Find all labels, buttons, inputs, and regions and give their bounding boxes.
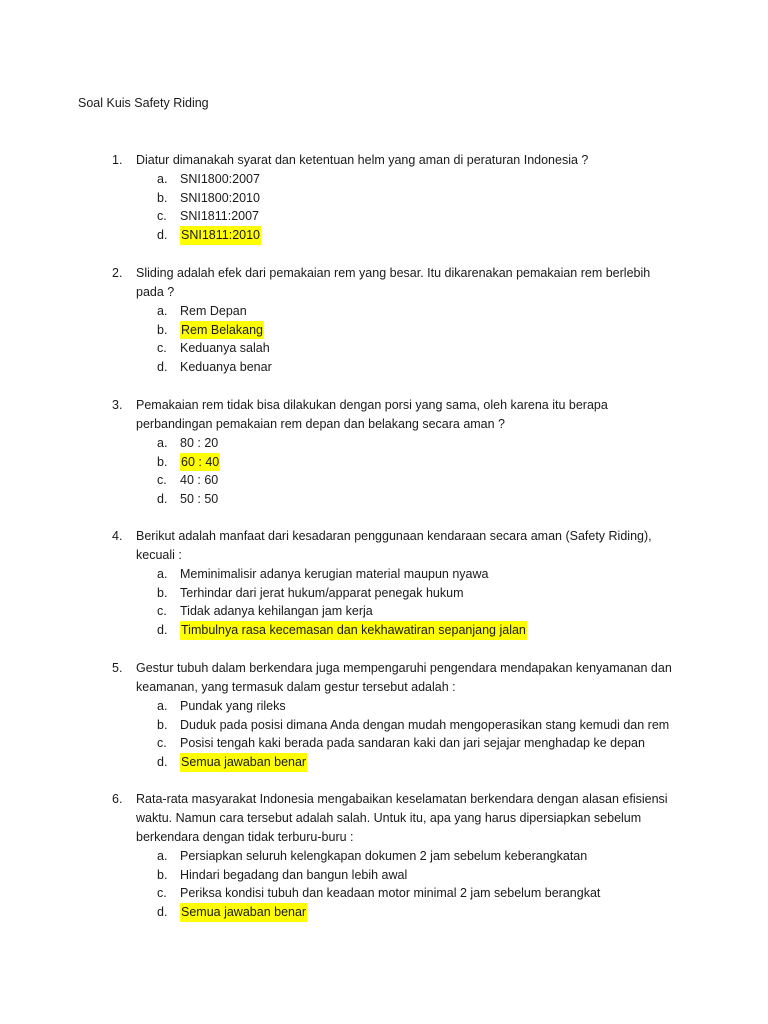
answer-option <box>112 903 672 922</box>
option-letter: a. <box>157 436 168 450</box>
correct-answer-highlight: Semua jawaban benar <box>180 753 307 772</box>
option-letter: b. <box>157 322 168 337</box>
question-text: Gestur tubuh dalam berkendara juga mempengaruhi pengendara mendapakan kenyamanan dan keamanan, yang termasuk dalam gestur tersebut adalah : <box>136 661 672 694</box>
option-letter: b. <box>157 454 168 469</box>
question-text: Diatur dimanakah syarat dan ketentuan helm yang aman di peraturan Indonesia ? <box>136 153 589 167</box>
option-text: Duduk pada posisi dimana Anda dengan mudah mengoperasikan stang kemudi dan rem <box>180 717 670 732</box>
answer-option <box>112 697 672 716</box>
question-text: Rata-rata masyarakat Indonesia mengabaikan keselamatan berkendara dengan alasan efisiensi waktu. Namun cara tersebut adalah salah. Untuk itu, apa yang harus dipersiapkan sebelum berkendara dengan tidak terburu-buru : <box>136 792 668 844</box>
question-number: 6. <box>112 792 123 806</box>
document-title: Soal Kuis Safety Riding <box>78 96 209 110</box>
option-text: Keduanya salah <box>180 341 270 356</box>
option-letter: b. <box>157 585 168 600</box>
answer-option <box>112 734 672 753</box>
answer-option <box>112 716 672 735</box>
option-letter: d. <box>157 360 168 375</box>
option-text: Rem Depan <box>180 304 247 318</box>
option-text: Terhindar dari jerat hukum/apparat penegak hukum <box>180 585 464 600</box>
answer-option <box>112 453 672 472</box>
answer-option <box>112 471 672 490</box>
option-letter: b. <box>157 190 168 205</box>
option-letter: a. <box>157 849 168 863</box>
option-text: Periksa kondisi tubuh dan keadaan motor minimal 2 jam sebelum berangkat <box>180 886 601 901</box>
question-1 <box>112 151 672 245</box>
answer-option <box>112 226 672 245</box>
option-text: 50 : 50 <box>180 492 219 507</box>
option-text: Meminimalisir adanya kerugian material maupun nyawa <box>180 567 489 581</box>
answer-option <box>112 207 672 226</box>
option-text: Pundak yang rileks <box>180 699 286 713</box>
question-text: Sliding adalah efek dari pemakaian rem yang besar. Itu dikarenakan pemakaian rem berlebih pada ? <box>136 266 651 299</box>
option-letter: c. <box>157 473 167 488</box>
option-letter: b. <box>157 867 168 882</box>
option-letter: c. <box>157 209 167 224</box>
option-letter: c. <box>157 341 167 356</box>
option-text: 80 : 20 <box>180 436 219 450</box>
answer-option <box>112 584 672 603</box>
correct-answer-highlight: 60 : 40 <box>180 453 220 472</box>
option-letter: a. <box>157 172 168 186</box>
option-text: Keduanya benar <box>180 360 272 375</box>
option-letter: d. <box>157 492 168 507</box>
question-2 <box>112 264 672 377</box>
answer-option <box>112 321 672 340</box>
question-number: 2. <box>112 266 123 280</box>
answer-option <box>112 434 672 453</box>
question-3 <box>112 396 672 509</box>
option-text: Persiapkan seluruh kelengkapan dokumen 2 jam sebelum keberangkatan <box>180 849 588 863</box>
answer-option <box>112 884 672 903</box>
answer-option <box>112 339 672 358</box>
answer-option <box>112 358 672 377</box>
question-5 <box>112 659 672 772</box>
question-text: Pemakaian rem tidak bisa dilakukan dengan porsi yang sama, oleh karena itu berapa perbandingan pemakaian rem depan dan belakang secara aman ? <box>136 398 608 431</box>
correct-answer-highlight: Semua jawaban benar <box>180 903 307 922</box>
answer-option <box>112 490 672 509</box>
question-number: 1. <box>112 153 123 167</box>
answer-option <box>112 302 672 321</box>
option-text: SNI1800:2010 <box>180 190 260 205</box>
option-text: Tidak adanya kehilangan jam kerja <box>180 604 373 619</box>
option-text: Posisi tengah kaki berada pada sandaran kaki dan jari sejajar menghadap ke depan <box>180 736 645 751</box>
option-letter: c. <box>157 886 167 901</box>
option-letter: b. <box>157 717 168 732</box>
option-letter: d. <box>157 228 168 243</box>
option-letter: a. <box>157 304 168 318</box>
answer-option <box>112 847 672 866</box>
answer-option <box>112 189 672 208</box>
answer-option <box>112 602 672 621</box>
option-letter: d. <box>157 755 168 770</box>
answer-option <box>112 170 672 189</box>
option-letter: a. <box>157 699 168 713</box>
option-letter: c. <box>157 736 167 751</box>
question-text: Berikut adalah manfaat dari kesadaran penggunaan kendaraan secara aman (Safety Riding), kecuali : <box>136 529 652 562</box>
correct-answer-highlight: Rem Belakang <box>180 321 264 340</box>
correct-answer-highlight: Timbulnya rasa kecemasan dan kekhawatiran sepanjang jalan <box>180 621 527 640</box>
question-6 <box>112 790 672 922</box>
answer-option <box>112 753 672 772</box>
answer-option <box>112 565 672 584</box>
answer-option <box>112 621 672 640</box>
option-letter: d. <box>157 623 168 638</box>
option-text: SNI1811:2007 <box>180 209 259 224</box>
question-4 <box>112 527 672 640</box>
option-text: Hindari begadang dan bangun lebih awal <box>180 867 408 882</box>
option-text: 40 : 60 <box>180 473 219 488</box>
question-number: 5. <box>112 661 123 675</box>
answer-option <box>112 866 672 885</box>
correct-answer-highlight: SNI1811:2010 <box>180 226 261 245</box>
option-letter: d. <box>157 905 168 920</box>
question-number: 3. <box>112 398 123 412</box>
option-letter: a. <box>157 567 168 581</box>
option-letter: c. <box>157 604 167 619</box>
question-number: 4. <box>112 529 123 543</box>
option-text: SNI1800:2007 <box>180 172 260 186</box>
